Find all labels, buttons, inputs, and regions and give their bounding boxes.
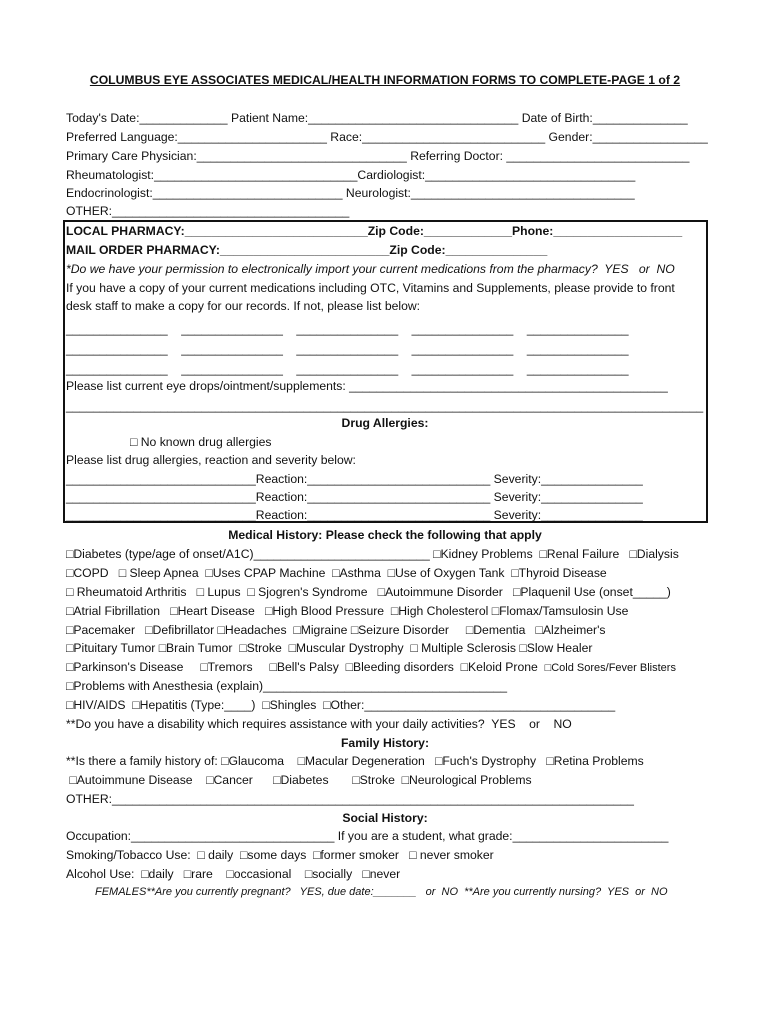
patient-line-language-race-gender[interactable]: Preferred Language:______________________ Race:___________________________ Gender:_________________ [66,130,708,144]
patient-line-rheumatologist-cardiologist[interactable]: Rheumatologist:______________________________Cardiologist:_______________________________ [66,168,636,182]
mail-order-fields[interactable]: :_________________________Zip Code:_______________ [215,243,548,257]
medication-blank-row[interactable]: _______________ _______________ _______________ _______________ _______________ [66,342,629,356]
allergy-row[interactable]: ____________________________Reaction:___________________________ Severity:_______________ [66,490,643,504]
medical-history-line[interactable]: □Pacemaker □Defibrillator □Headaches □Migraine □Seizure Disorder □Dementia □Alzheimer's [66,623,606,637]
medical-history-line[interactable]: □COPD □ Sleep Apnea □Uses CPAP Machine □Asthma □Use of Oxygen Tank □Thyroid Disease [66,566,607,580]
medication-blank-row[interactable]: _______________ _______________ _______________ _______________ _______________ [66,362,629,376]
eye-drops-line[interactable]: Please list current eye drops/ointment/supplements: _______________________________________________ [66,379,668,393]
medical-history-heading: Medical History: Please check the following that apply [228,528,542,542]
import-permission-question[interactable]: *Do we have your permission to electronically import your current medications from the pharmacy? YES or NO [66,262,675,276]
patient-line-dates-name[interactable]: Today's Date:_____________ Patient Name:_______________________________ Date of Birth:______________ [66,111,688,125]
medical-history-options[interactable]: □Parkinson's Disease □Tremors □Bell's Palsy □Bleeding disorders □Keloid Prone [66,660,545,674]
social-history-heading: Social History: [342,811,428,825]
mail-order-label: MAIL ORDER PHARMACY [66,243,216,257]
medical-history-line[interactable] [66,660,676,676]
family-history-heading: Family History: [340,736,430,750]
family-history-line[interactable]: □Autoimmune Disease □Cancer □Diabetes □Stroke □Neurological Problems [66,773,532,787]
patient-line-other[interactable]: OTHER:___________________________________ [66,204,350,218]
medication-copy-instructions-2: desk staff to make a copy for our records. If not, please list below: [66,299,421,313]
occupation-line[interactable]: Occupation:______________________________ If you are a student, what grade:_______________________ [66,829,669,843]
patient-line-endocrinologist-neurologist[interactable]: Endocrinologist:____________________________ Neurologist:_________________________________ [66,186,635,200]
females-pregnancy-question[interactable]: FEMALES**Are you currently pregnant? YES, due date:_______ or NO **Are you currently nursing? YES or NO [95,886,668,898]
no-known-allergies-checkbox[interactable]: □ No known drug allergies [130,435,272,449]
disability-question[interactable]: **Do you have a disability which requires assistance with your daily activities? YES or NO [66,717,572,731]
local-pharmacy-line[interactable]: LOCAL PHARMACY:___________________________Zip Code:_____________Phone:___________________ [66,224,683,238]
medical-history-line[interactable]: □HIV/AIDS □Hepatitis (Type:____) □Shingles □Other:_____________________________________ [66,698,616,712]
eye-drops-continuation-line[interactable]: ______________________________________________________________________________________________ [66,399,704,413]
anesthesia-problems-line[interactable]: □Problems with Anesthesia (explain)____________________________________ [66,679,508,693]
allergy-row[interactable]: ____________________________Reaction:___________________________ Severity:_______________ [66,472,643,486]
medication-blank-row[interactable]: _______________ _______________ _______________ _______________ _______________ [66,322,629,336]
family-history-other[interactable]: OTHER:_____________________________________________________________________________ [66,792,634,806]
mail-order-pharmacy-line[interactable] [66,243,547,258]
family-history-line[interactable]: **Is there a family history of: □Glaucoma □Macular Degeneration □Fuch's Dystrophy □Retina Problems [66,754,644,768]
medical-history-line[interactable]: □Atrial Fibrillation □Heart Disease □High Blood Pressure □High Cholesterol □Flomax/Tamsulosin Use [66,604,629,618]
medical-history-line[interactable]: □Pituitary Tumor □Brain Tumor □Stroke □Muscular Dystrophy □ Multiple Sclerosis □Slow Healer [66,641,593,655]
cold-sores-checkbox[interactable]: □Cold Sores/Fever Blisters [544,662,676,674]
alcohol-line[interactable]: Alcohol Use: □daily □rare □occasional □socially □never [66,867,401,881]
allergy-instructions: Please list drug allergies, reaction and severity below: [66,453,356,467]
medical-history-line[interactable]: □ Rheumatoid Arthritis □ Lupus □ Sjogren's Syndrome □Autoimmune Disorder □Plaquenil Use (onset_____) [66,585,671,599]
smoking-line[interactable]: Smoking/Tobacco Use: □ daily □some days □former smoker □ never smoker [66,848,494,862]
drug-allergies-heading: Drug Allergies: [341,416,429,430]
medication-copy-instructions-1: If you have a copy of your current medications including OTC, Vitamins and Supplements, please provide to front [66,281,675,295]
allergy-row[interactable]: ____________________________Reaction:___________________________ Severity:_______________ [66,508,643,522]
patient-line-physicians[interactable]: Primary Care Physician:_______________________________ Referring Doctor: ___________________________ [66,149,690,163]
form-title: COLUMBUS EYE ASSOCIATES MEDICAL/HEALTH INFORMATION FORMS TO COMPLETE-PAGE 1 of 2 [89,73,681,87]
medical-history-line[interactable]: □Diabetes (type/age of onset/A1C)__________________________ □Kidney Problems □Renal Failure □Dialysis [66,547,679,561]
